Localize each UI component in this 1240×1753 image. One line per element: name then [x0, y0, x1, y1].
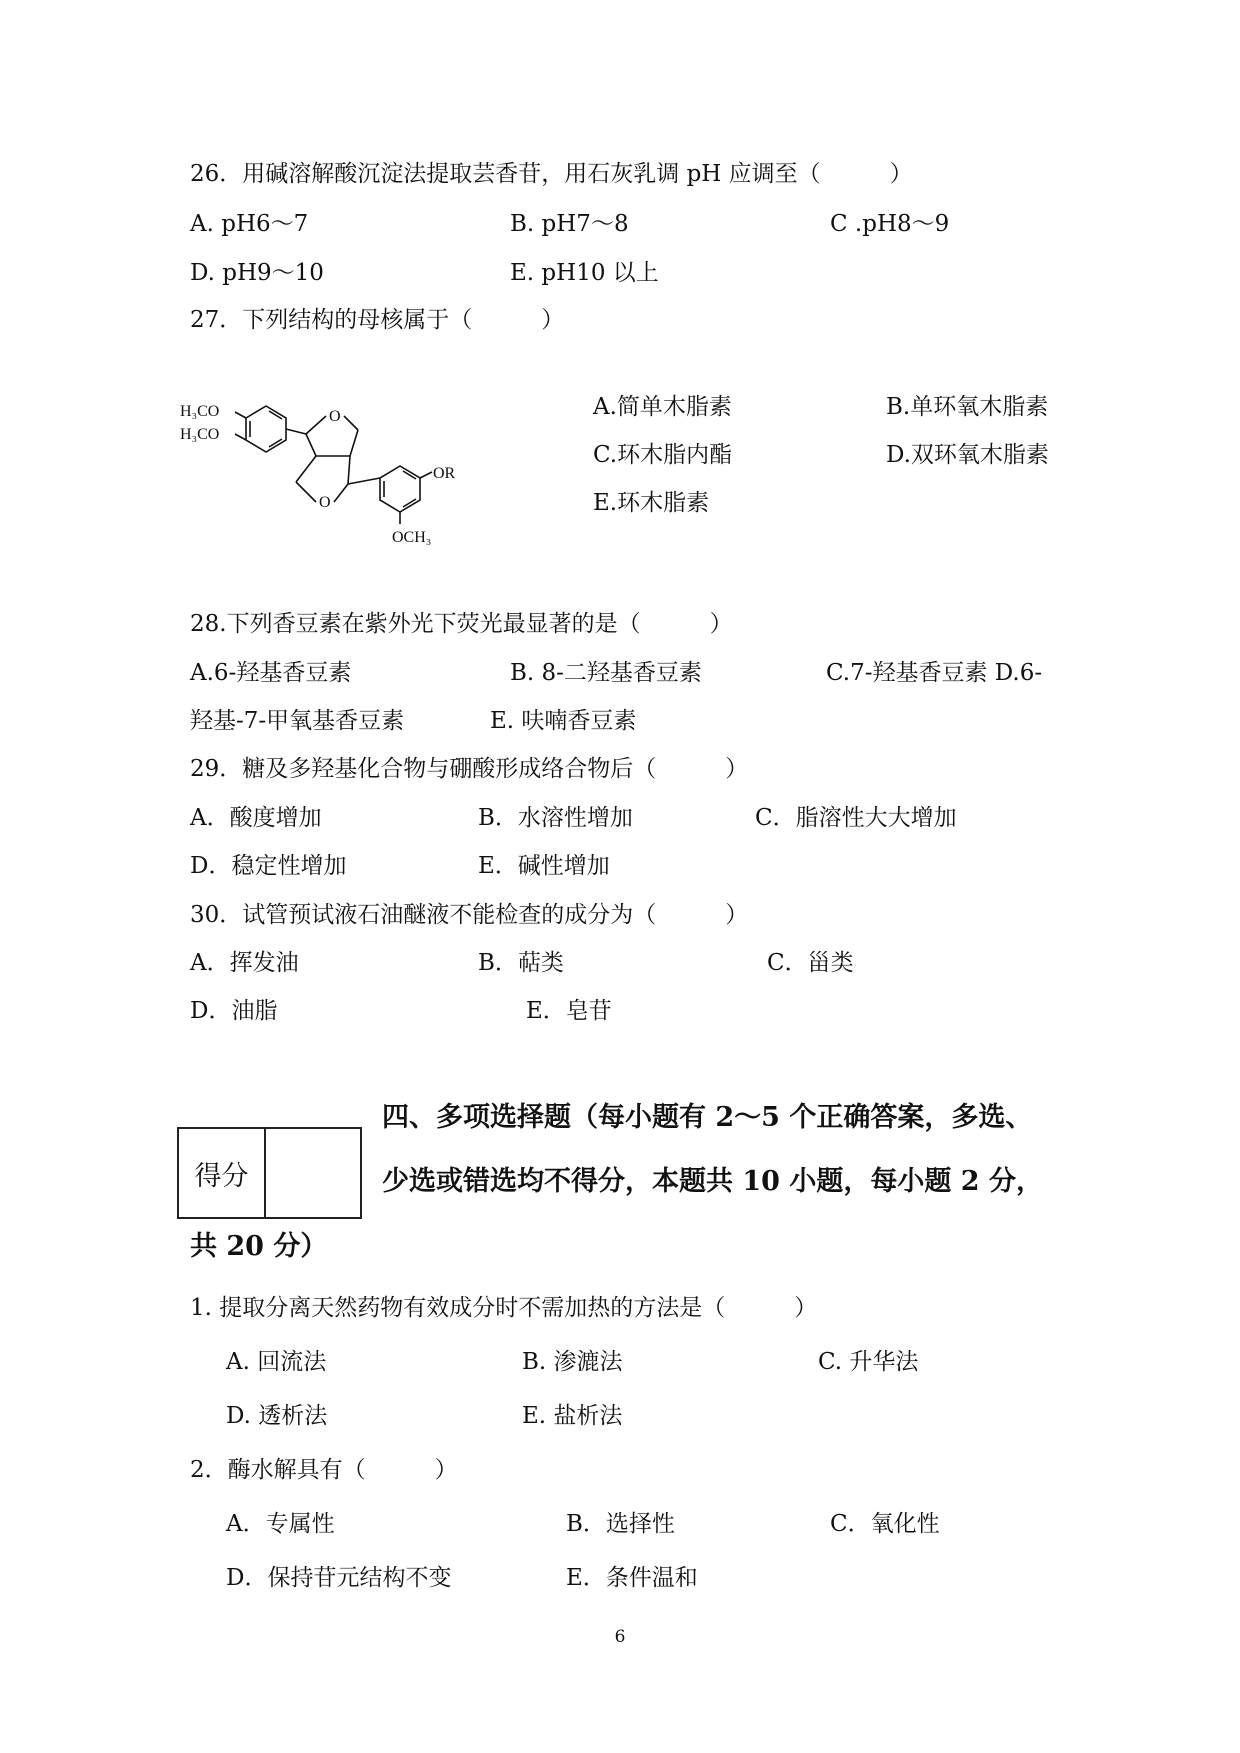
q30-option-c: C．甾类	[767, 950, 854, 976]
q26-option-b: B. pH7～8	[510, 211, 629, 237]
q27-option-c: C.环木脂内酯	[593, 442, 733, 468]
q27-option-e: E.环木脂素	[593, 490, 710, 516]
q28-option-d-cont: 羟基-7-甲氧基香豆素	[190, 708, 405, 734]
m2-option-e: E．条件温和	[566, 1565, 698, 1591]
q26-option-d: D. pH9～10	[190, 260, 324, 286]
m2-option-c: C．氧化性	[830, 1511, 940, 1537]
score-label: 得分	[179, 1129, 266, 1217]
m1-option-d: D. 透析法	[226, 1403, 328, 1429]
q28-stem: 28.下列香豆素在紫外光下荧光最显著的是（ ）	[190, 611, 733, 637]
m1-option-a: A. 回流法	[226, 1349, 327, 1375]
m1-stem: 1. 提取分离天然药物有效成分时不需加热的方法是（ ）	[190, 1295, 818, 1321]
score-box	[177, 1127, 362, 1219]
q30-option-d: D．油脂	[190, 998, 278, 1024]
m2-option-a: A．专属性	[226, 1511, 335, 1537]
q26-stem: 26．用碱溶解酸沉淀法提取芸香苷，用石灰乳调 pH 应调至（ ）	[190, 161, 913, 187]
m2-option-b: B．选择性	[566, 1511, 675, 1537]
q30-option-e: E．皂苷	[526, 998, 612, 1024]
chemical-structure	[180, 398, 550, 568]
section4-heading-line2: 少选或错选均不得分，本题共 10 小题，每小题 2 分，	[382, 1166, 1043, 1197]
q28-option-e: E. 呋喃香豆素	[490, 708, 637, 734]
q26-option-c: C .pH8～9	[830, 211, 950, 237]
structure-label-o-bottom: O	[319, 494, 331, 511]
q27-stem: 27．下列结构的母核属于（ ）	[190, 307, 565, 333]
m1-option-c: C. 升华法	[818, 1349, 919, 1375]
q30-stem: 30．试管预试液石油醚液不能检查的成分为（ ）	[190, 902, 749, 928]
page-number: 6	[614, 1627, 626, 1647]
m1-option-b: B. 渗漉法	[522, 1349, 623, 1375]
q27-option-d: D.双环氧木脂素	[886, 442, 1049, 468]
m2-stem: 2．酶水解具有（ ）	[190, 1457, 458, 1483]
structure-label-h3co-top: H₃CO	[180, 403, 220, 420]
structure-label-och3: OCH₃	[392, 529, 432, 546]
structure-label-h3co-bottom: H₃CO	[180, 426, 220, 443]
q29-stem: 29．糖及多羟基化合物与硼酸形成络合物后（ ）	[190, 756, 749, 782]
score-value-cell	[266, 1129, 360, 1217]
q29-option-c: C．脂溶性大大增加	[755, 805, 957, 831]
section4-heading-line3: 共 20 分）	[190, 1231, 328, 1262]
q29-option-a: A．酸度增加	[190, 805, 322, 831]
q30-option-b: B．萜类	[478, 950, 564, 976]
m2-option-d: D．保持苷元结构不变	[226, 1565, 452, 1591]
q27-option-b: B.单环氧木脂素	[886, 394, 1049, 420]
section4-heading-line1: 四、多项选择题（每小题有 2～5 个正确答案，多选、	[382, 1102, 1033, 1133]
q29-option-b: B．水溶性增加	[478, 805, 633, 831]
q30-option-a: A．挥发油	[190, 950, 299, 976]
structure-label-or: OR	[433, 465, 456, 482]
m1-option-e: E. 盐析法	[522, 1403, 623, 1429]
q28-option-c-d: C.7-羟基香豆素 D.6-	[826, 660, 1043, 686]
structure-label-o-top: O	[329, 408, 341, 425]
q29-option-d: D．稳定性增加	[190, 853, 347, 879]
q26-option-a: A. pH6～7	[190, 211, 309, 237]
q28-option-b: B. 8-二羟基香豆素	[510, 660, 702, 686]
q29-option-e: E．碱性增加	[478, 853, 610, 879]
q28-option-a: A.6-羟基香豆素	[190, 660, 352, 686]
q26-option-e: E. pH10 以上	[510, 260, 659, 286]
q27-option-a: A.简单木脂素	[593, 394, 732, 420]
